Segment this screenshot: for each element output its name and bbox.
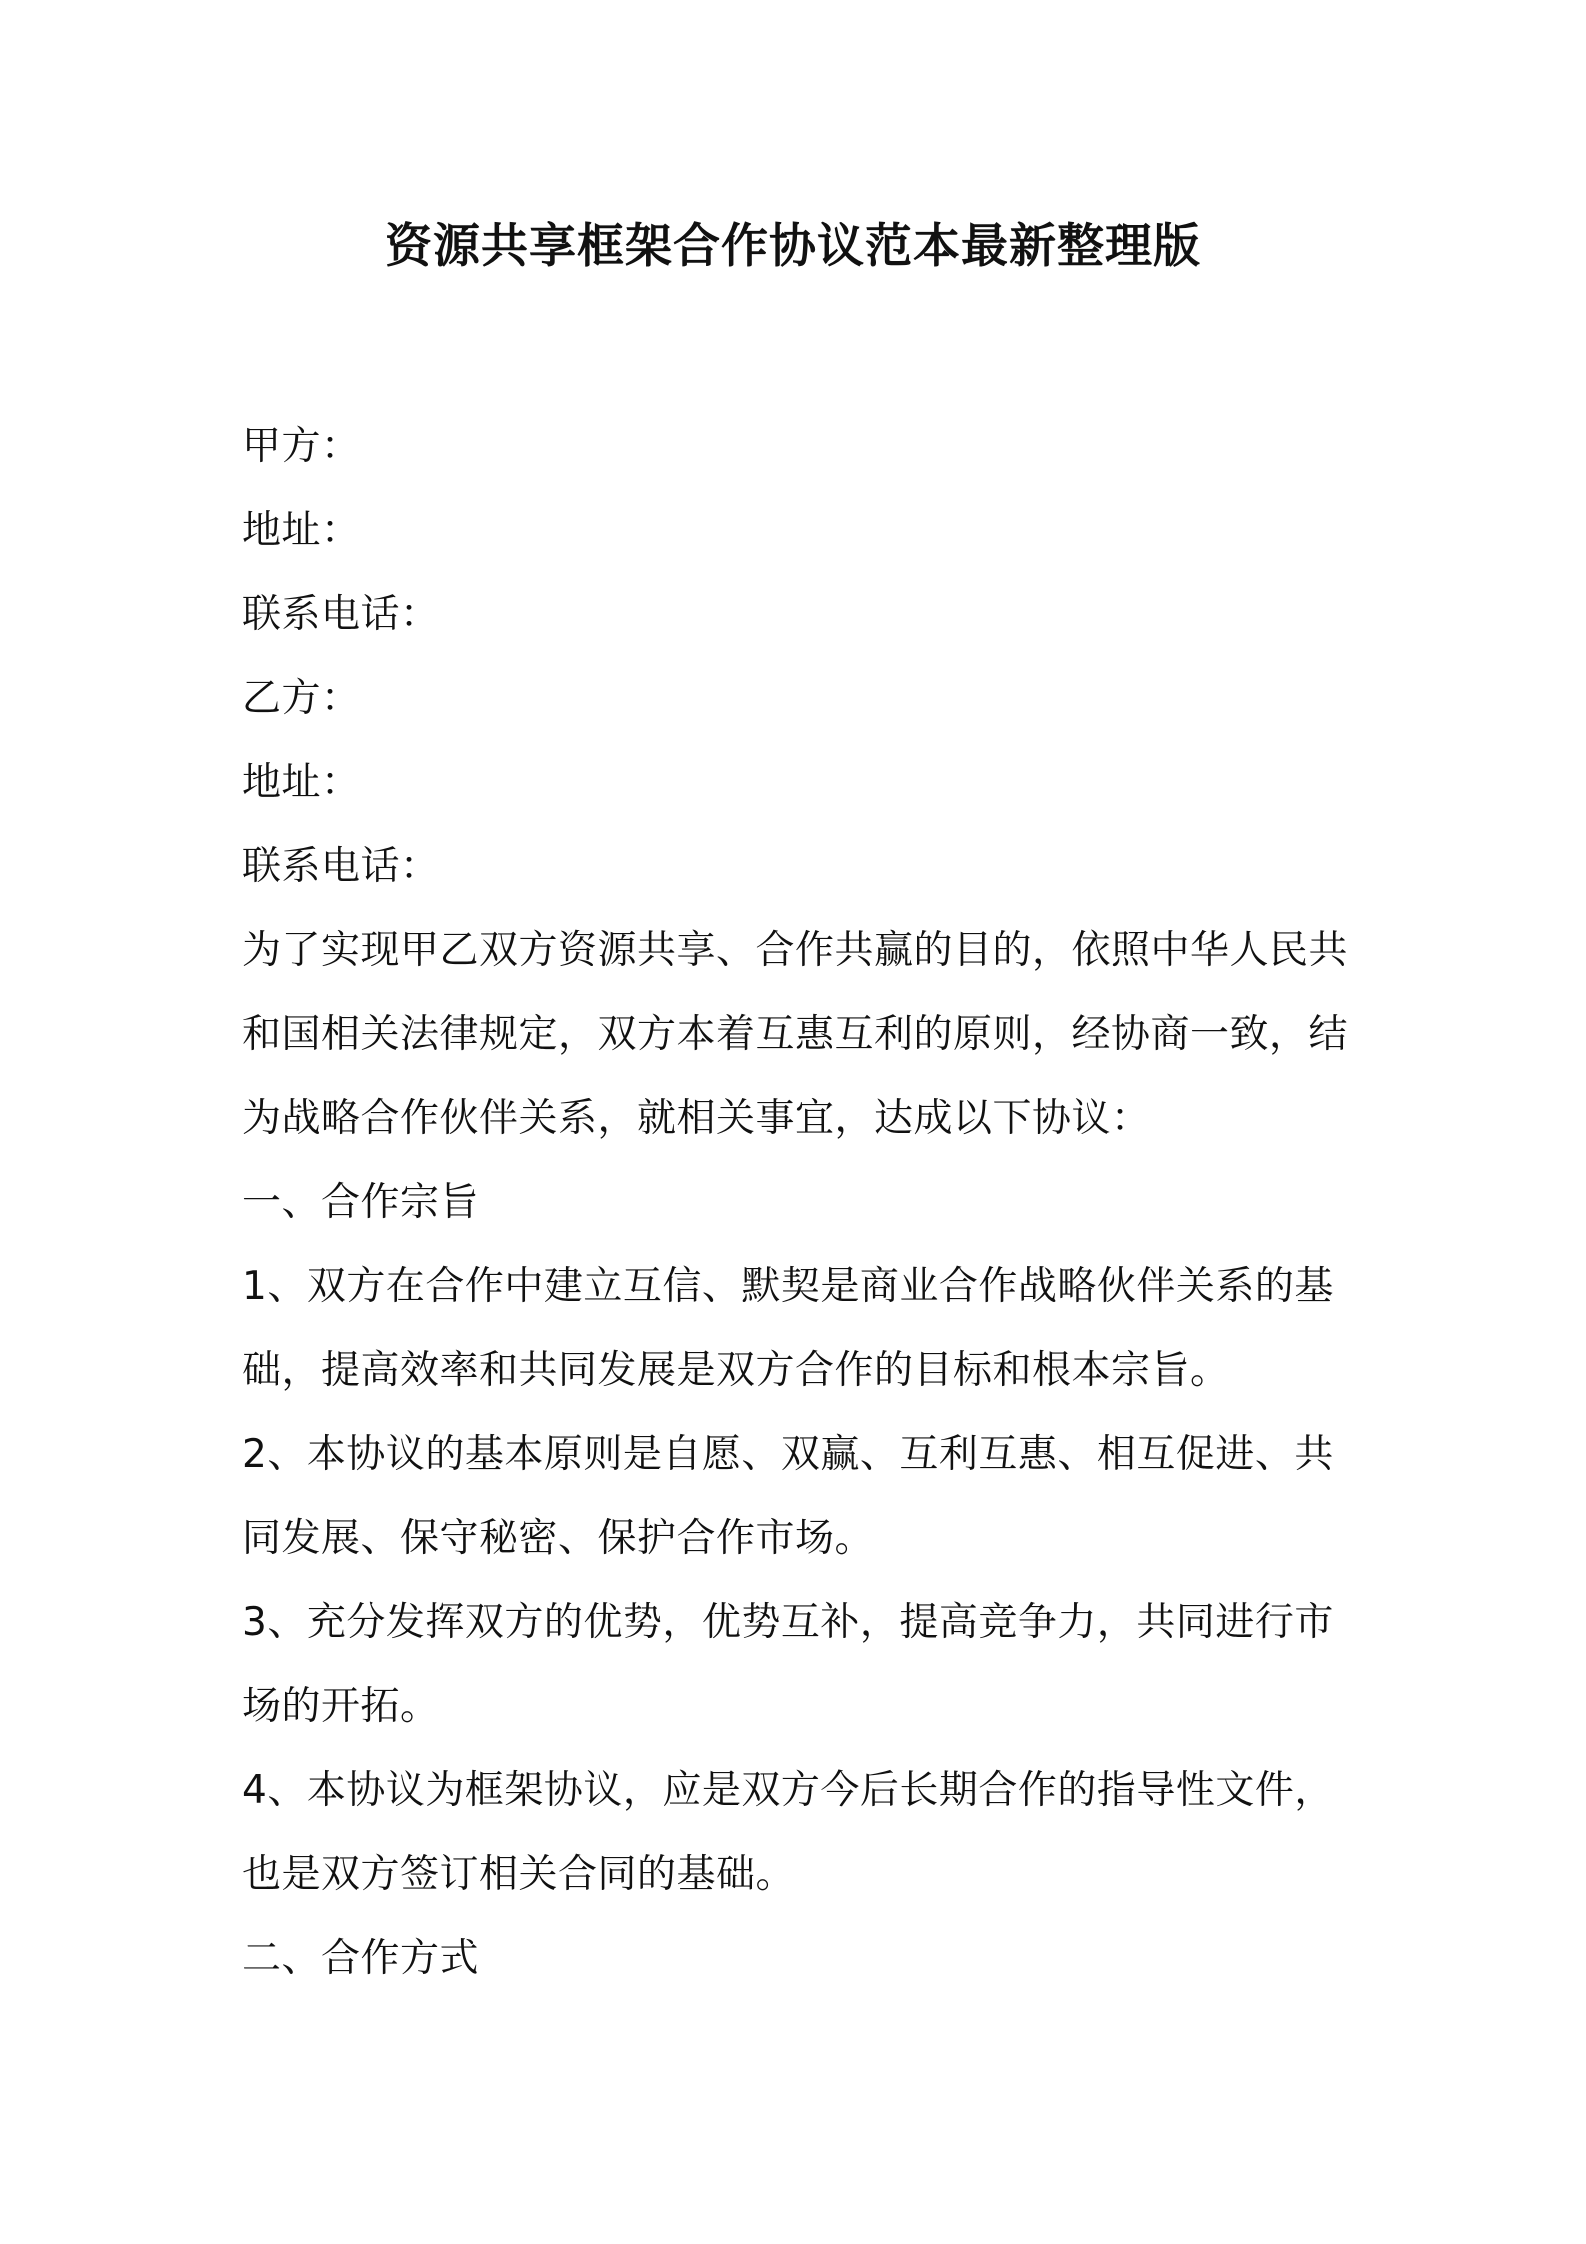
section-heading-cooperation-mode: 二、合作方式 — [242, 1936, 480, 1981]
clause-1-line: 础，提高效率和共同发展是双方合作的目标和根本宗旨。 — [242, 1348, 1230, 1393]
clause-4-line: 4、本协议为框架协议，应是双方今后长期合作的指导性文件， — [242, 1768, 1334, 1813]
clause-2-line: 2、本协议的基本原则是自愿、双赢、互利互惠、相互促进、共 — [242, 1432, 1334, 1477]
document-body — [242, 405, 1362, 2001]
clause-3-line: 场的开拓。 — [242, 1684, 440, 1729]
clause-2-line: 同发展、保守秘密、保护合作市场。 — [242, 1516, 875, 1561]
party-b-phone-label: 联系电话： — [242, 844, 440, 889]
clause-1-line: 1、双方在合作中建立互信、默契是商业合作战略伙伴关系的基 — [242, 1264, 1334, 1309]
clause-3-line: 3、充分发挥双方的优势，优势互补，提高竞争力，共同进行市 — [242, 1600, 1334, 1645]
preamble-line: 和国相关法律规定，双方本着互惠互利的原则，经协商一致，结 — [242, 1012, 1349, 1057]
party-b-address-label: 地址： — [242, 760, 361, 805]
document-title: 资源共享框架合作协议范本最新整理版 — [385, 219, 1201, 274]
clause-4-line: 也是双方签订相关合同的基础。 — [242, 1852, 796, 1897]
party-b-label: 乙方： — [242, 676, 361, 721]
preamble-line: 为战略合作伙伴关系，就相关事宜，达成以下协议： — [242, 1096, 1151, 1141]
party-a-phone-label: 联系电话： — [242, 592, 440, 637]
party-a-address-label: 地址： — [242, 508, 361, 553]
preamble-line: 为了实现甲乙双方资源共享、合作共赢的目的，依照中华人民共 — [242, 928, 1349, 973]
party-a-label: 甲方： — [242, 424, 361, 469]
section-heading-purpose: 一、合作宗旨 — [242, 1180, 480, 1225]
